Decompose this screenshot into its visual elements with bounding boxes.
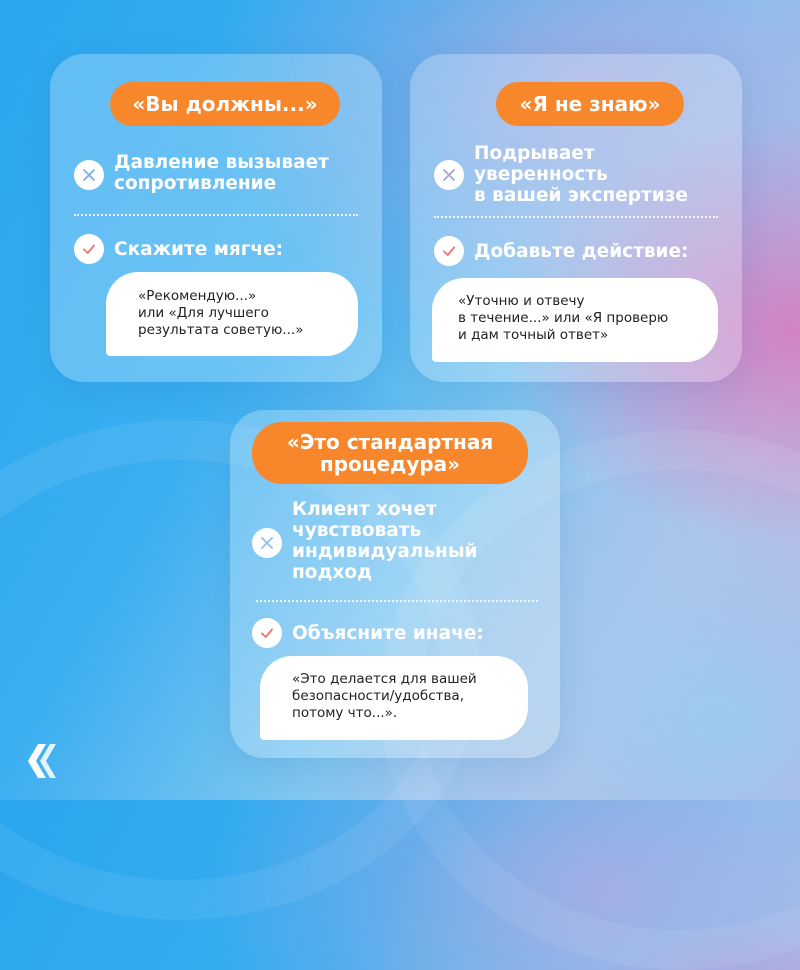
example-bubble: «Рекомендую...» или «Для лучшего результата советую...» bbox=[106, 272, 358, 356]
x-circle-icon bbox=[434, 160, 464, 190]
problem-text: Давление вызывает сопротивление bbox=[114, 152, 329, 194]
x-circle-icon bbox=[74, 160, 104, 190]
example-bubble: «Уточню и отвечу в течение...» или «Я проверю и дам точный ответ» bbox=[432, 278, 718, 362]
dotted-divider bbox=[434, 216, 718, 218]
dotted-divider bbox=[256, 600, 538, 602]
solution-text: Скажите мягче: bbox=[114, 239, 284, 260]
diamond-logo-icon bbox=[24, 740, 60, 782]
x-circle-icon bbox=[252, 528, 282, 558]
solution-text: Объясните иначе: bbox=[292, 623, 484, 644]
problem-text: Подрывает уверенность в вашей экспертизе bbox=[474, 143, 688, 206]
card-title-pill: «Вы должны...» bbox=[110, 82, 340, 126]
problem-text: Клиент хочет чувствовать индивидуальный подход bbox=[292, 499, 478, 583]
solution-text: Добавьте действие: bbox=[474, 241, 689, 262]
check-circle-icon bbox=[434, 236, 464, 266]
dotted-divider bbox=[74, 214, 358, 216]
check-circle-icon bbox=[74, 234, 104, 264]
card-title-pill: «Я не знаю» bbox=[496, 82, 684, 126]
check-circle-icon bbox=[252, 618, 282, 648]
example-bubble: «Это делается для вашей безопасности/удобства, потому что...». bbox=[260, 656, 528, 740]
card-title-pill: «Это стандартная процедура» bbox=[252, 422, 528, 484]
